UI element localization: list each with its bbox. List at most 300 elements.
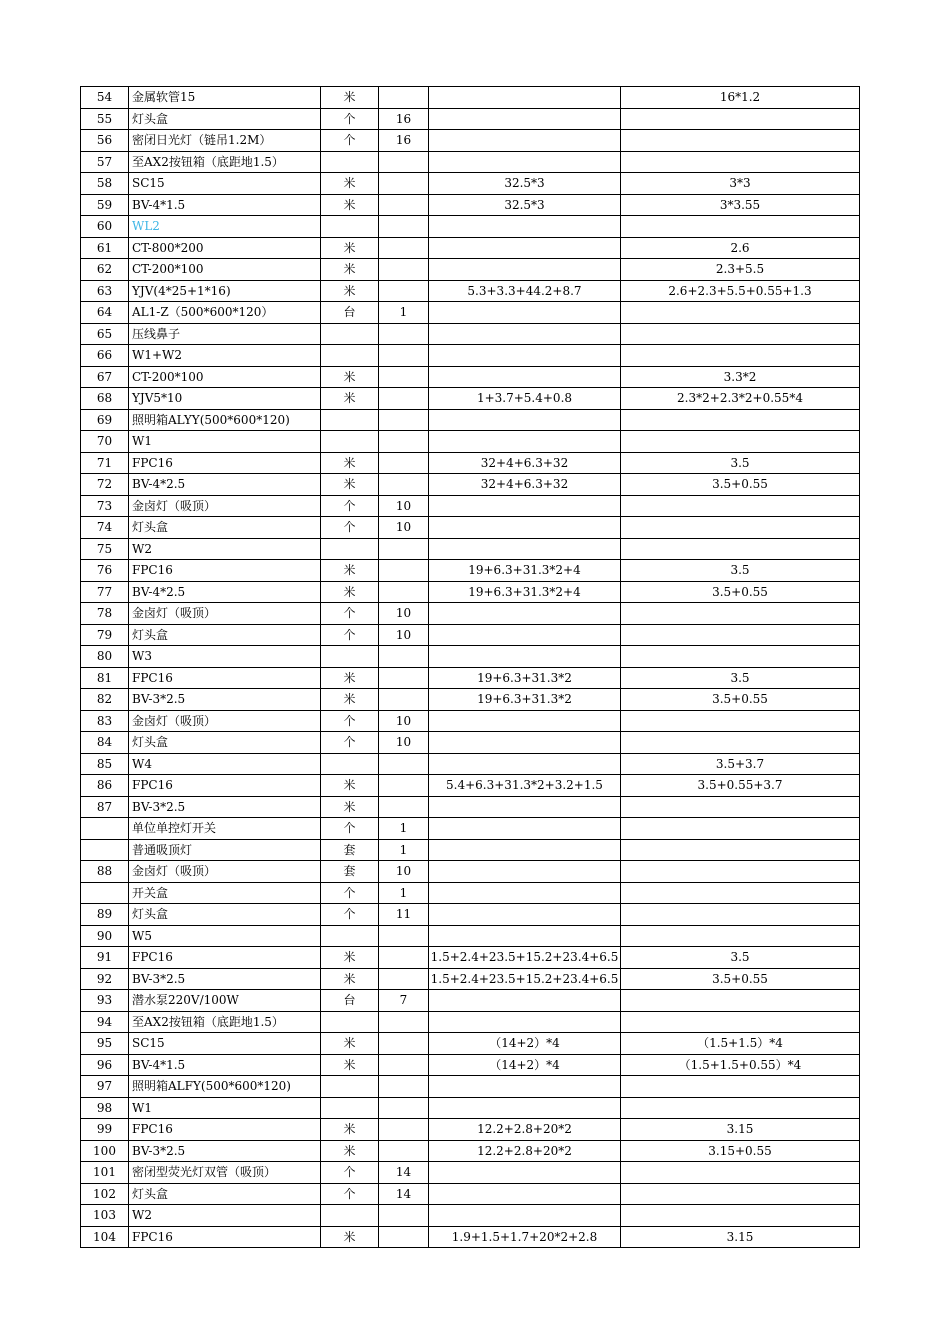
unit-cell[interactable]: 套 (321, 861, 379, 883)
quantity-cell[interactable] (379, 560, 429, 582)
unit-cell[interactable]: 米 (321, 1140, 379, 1162)
unit-cell[interactable]: 米 (321, 947, 379, 969)
quantity-cell[interactable] (379, 1205, 429, 1227)
quantity-cell[interactable] (379, 1011, 429, 1033)
row-number-cell[interactable]: 68 (81, 388, 129, 410)
row-number-cell[interactable]: 100 (81, 1140, 129, 1162)
row-number-cell[interactable]: 57 (81, 151, 129, 173)
quantity-cell[interactable] (379, 646, 429, 668)
row-number-cell[interactable]: 56 (81, 130, 129, 152)
unit-cell[interactable]: 个 (321, 624, 379, 646)
unit-cell[interactable]: 米 (321, 1226, 379, 1248)
quantity-cell[interactable] (379, 323, 429, 345)
quantity-cell[interactable] (379, 1097, 429, 1119)
unit-cell[interactable]: 米 (321, 388, 379, 410)
quantity-cell[interactable] (379, 1119, 429, 1141)
quantity-cell[interactable] (379, 775, 429, 797)
unit-cell[interactable] (321, 151, 379, 173)
length-formula-cell[interactable] (429, 538, 621, 560)
row-number-cell[interactable]: 69 (81, 409, 129, 431)
item-name-cell[interactable]: BV-3*2.5 (129, 1140, 321, 1162)
row-number-cell[interactable]: 78 (81, 603, 129, 625)
vertical-formula-cell[interactable] (621, 495, 860, 517)
unit-cell[interactable] (321, 323, 379, 345)
unit-cell[interactable]: 个 (321, 1183, 379, 1205)
quantity-cell[interactable] (379, 194, 429, 216)
quantity-cell[interactable] (379, 1054, 429, 1076)
item-name-cell[interactable]: 至AX2按钮箱（底距地1.5） (129, 151, 321, 173)
quantity-cell[interactable] (379, 667, 429, 689)
quantity-cell[interactable] (379, 1076, 429, 1098)
item-name-cell[interactable]: W4 (129, 753, 321, 775)
unit-cell[interactable]: 台 (321, 990, 379, 1012)
length-formula-cell[interactable]: 32+4+6.3+32 (429, 452, 621, 474)
row-number-cell[interactable]: 85 (81, 753, 129, 775)
unit-cell[interactable] (321, 345, 379, 367)
vertical-formula-cell[interactable]: 2.3*2+2.3*2+0.55*4 (621, 388, 860, 410)
item-name-cell[interactable]: BV-3*2.5 (129, 796, 321, 818)
row-number-cell[interactable]: 65 (81, 323, 129, 345)
item-name-cell[interactable]: 灯头盒 (129, 624, 321, 646)
item-name-cell[interactable]: W1 (129, 1097, 321, 1119)
quantity-cell[interactable]: 1 (379, 818, 429, 840)
row-number-cell[interactable]: 102 (81, 1183, 129, 1205)
row-number-cell[interactable]: 89 (81, 904, 129, 926)
item-name-cell[interactable]: FPC16 (129, 775, 321, 797)
row-number-cell[interactable]: 101 (81, 1162, 129, 1184)
length-formula-cell[interactable] (429, 237, 621, 259)
vertical-formula-cell[interactable]: 16*1.2 (621, 87, 860, 109)
quantity-cell[interactable] (379, 431, 429, 453)
length-formula-cell[interactable]: 19+6.3+31.3*2+4 (429, 560, 621, 582)
vertical-formula-cell[interactable]: 2.6 (621, 237, 860, 259)
length-formula-cell[interactable] (429, 882, 621, 904)
vertical-formula-cell[interactable] (621, 302, 860, 324)
row-number-cell[interactable]: 97 (81, 1076, 129, 1098)
length-formula-cell[interactable]: （14+2）*4 (429, 1054, 621, 1076)
length-formula-cell[interactable]: 19+6.3+31.3*2 (429, 689, 621, 711)
unit-cell[interactable]: 套 (321, 839, 379, 861)
row-number-cell[interactable]: 58 (81, 173, 129, 195)
quantity-cell[interactable] (379, 216, 429, 238)
row-number-cell[interactable]: 103 (81, 1205, 129, 1227)
row-number-cell[interactable]: 70 (81, 431, 129, 453)
item-name-cell[interactable]: 金卤灯（吸顶） (129, 710, 321, 732)
unit-cell[interactable]: 个 (321, 1162, 379, 1184)
quantity-cell[interactable]: 1 (379, 839, 429, 861)
length-formula-cell[interactable]: 1.5+2.4+23.5+15.2+23.4+6.5 (429, 947, 621, 969)
item-name-cell[interactable]: BV-3*2.5 (129, 689, 321, 711)
unit-cell[interactable]: 个 (321, 130, 379, 152)
vertical-formula-cell[interactable] (621, 796, 860, 818)
length-formula-cell[interactable] (429, 495, 621, 517)
length-formula-cell[interactable]: 12.2+2.8+20*2 (429, 1140, 621, 1162)
length-formula-cell[interactable] (429, 366, 621, 388)
length-formula-cell[interactable] (429, 1011, 621, 1033)
item-name-cell[interactable]: 灯头盒 (129, 517, 321, 539)
row-number-cell[interactable]: 75 (81, 538, 129, 560)
unit-cell[interactable] (321, 1097, 379, 1119)
unit-cell[interactable] (321, 216, 379, 238)
item-name-cell[interactable]: 金卤灯（吸顶） (129, 603, 321, 625)
length-formula-cell[interactable] (429, 1183, 621, 1205)
item-name-cell[interactable]: 灯头盒 (129, 732, 321, 754)
vertical-formula-cell[interactable]: （1.5+1.5+0.55）*4 (621, 1054, 860, 1076)
row-number-cell[interactable]: 74 (81, 517, 129, 539)
item-name-cell[interactable]: BV-3*2.5 (129, 968, 321, 990)
vertical-formula-cell[interactable] (621, 603, 860, 625)
length-formula-cell[interactable] (429, 409, 621, 431)
unit-cell[interactable]: 个 (321, 732, 379, 754)
item-name-cell[interactable]: W2 (129, 1205, 321, 1227)
quantity-cell[interactable] (379, 280, 429, 302)
vertical-formula-cell[interactable]: 3.5 (621, 667, 860, 689)
quantity-cell[interactable] (379, 753, 429, 775)
vertical-formula-cell[interactable] (621, 1011, 860, 1033)
unit-cell[interactable]: 米 (321, 1033, 379, 1055)
length-formula-cell[interactable] (429, 259, 621, 281)
vertical-formula-cell[interactable] (621, 216, 860, 238)
item-name-cell[interactable]: 单位单控灯开关 (129, 818, 321, 840)
quantity-cell[interactable]: 1 (379, 882, 429, 904)
length-formula-cell[interactable] (429, 753, 621, 775)
quantity-cell[interactable] (379, 925, 429, 947)
length-formula-cell[interactable] (429, 796, 621, 818)
length-formula-cell[interactable] (429, 904, 621, 926)
item-name-cell[interactable]: 至AX2按钮箱（底距地1.5） (129, 1011, 321, 1033)
vertical-formula-cell[interactable]: 3.3*2 (621, 366, 860, 388)
item-name-cell[interactable]: W5 (129, 925, 321, 947)
length-formula-cell[interactable]: 1.9+1.5+1.7+20*2+2.8 (429, 1226, 621, 1248)
quantity-cell[interactable]: 7 (379, 990, 429, 1012)
vertical-formula-cell[interactable] (621, 323, 860, 345)
quantity-cell[interactable] (379, 474, 429, 496)
quantity-cell[interactable] (379, 947, 429, 969)
row-number-cell[interactable]: 71 (81, 452, 129, 474)
quantity-cell[interactable]: 16 (379, 108, 429, 130)
vertical-formula-cell[interactable]: 3.5+0.55 (621, 474, 860, 496)
quantity-cell[interactable] (379, 259, 429, 281)
row-number-cell[interactable]: 104 (81, 1226, 129, 1248)
quantity-cell[interactable] (379, 538, 429, 560)
unit-cell[interactable]: 米 (321, 667, 379, 689)
unit-cell[interactable]: 米 (321, 259, 379, 281)
row-number-cell[interactable]: 87 (81, 796, 129, 818)
vertical-formula-cell[interactable]: 3*3 (621, 173, 860, 195)
row-number-cell[interactable]: 82 (81, 689, 129, 711)
unit-cell[interactable]: 个 (321, 603, 379, 625)
length-formula-cell[interactable]: 32.5*3 (429, 173, 621, 195)
length-formula-cell[interactable] (429, 990, 621, 1012)
item-name-cell[interactable]: BV-4*2.5 (129, 474, 321, 496)
length-formula-cell[interactable]: 19+6.3+31.3*2 (429, 667, 621, 689)
quantity-cell[interactable] (379, 796, 429, 818)
row-number-cell[interactable]: 93 (81, 990, 129, 1012)
row-number-cell[interactable]: 84 (81, 732, 129, 754)
vertical-formula-cell[interactable]: 3*3.55 (621, 194, 860, 216)
length-formula-cell[interactable] (429, 732, 621, 754)
vertical-formula-cell[interactable] (621, 1183, 860, 1205)
vertical-formula-cell[interactable] (621, 1097, 860, 1119)
item-name-cell[interactable]: W1+W2 (129, 345, 321, 367)
length-formula-cell[interactable] (429, 603, 621, 625)
length-formula-cell[interactable] (429, 302, 621, 324)
item-name-cell[interactable]: 照明箱ALFY(500*600*120) (129, 1076, 321, 1098)
vertical-formula-cell[interactable] (621, 1076, 860, 1098)
row-number-cell[interactable]: 61 (81, 237, 129, 259)
length-formula-cell[interactable]: （14+2）*4 (429, 1033, 621, 1055)
length-formula-cell[interactable]: 19+6.3+31.3*2+4 (429, 581, 621, 603)
row-number-cell[interactable]: 63 (81, 280, 129, 302)
row-number-cell[interactable]: 88 (81, 861, 129, 883)
unit-cell[interactable]: 个 (321, 904, 379, 926)
length-formula-cell[interactable] (429, 87, 621, 109)
length-formula-cell[interactable] (429, 818, 621, 840)
quantity-cell[interactable] (379, 968, 429, 990)
vertical-formula-cell[interactable] (621, 431, 860, 453)
item-name-cell[interactable]: 压线鼻子 (129, 323, 321, 345)
unit-cell[interactable] (321, 925, 379, 947)
item-name-cell[interactable]: BV-4*2.5 (129, 581, 321, 603)
vertical-formula-cell[interactable]: 3.15 (621, 1119, 860, 1141)
length-formula-cell[interactable] (429, 646, 621, 668)
vertical-formula-cell[interactable] (621, 151, 860, 173)
item-name-cell[interactable]: YJV5*10 (129, 388, 321, 410)
unit-cell[interactable]: 台 (321, 302, 379, 324)
quantity-cell[interactable]: 10 (379, 495, 429, 517)
item-name-cell[interactable]: CT-200*100 (129, 259, 321, 281)
length-formula-cell[interactable] (429, 323, 621, 345)
row-number-cell[interactable]: 96 (81, 1054, 129, 1076)
row-number-cell[interactable]: 91 (81, 947, 129, 969)
unit-cell[interactable]: 米 (321, 366, 379, 388)
unit-cell[interactable]: 个 (321, 517, 379, 539)
quantity-cell[interactable] (379, 452, 429, 474)
row-number-cell[interactable]: 76 (81, 560, 129, 582)
vertical-formula-cell[interactable] (621, 925, 860, 947)
item-name-cell[interactable]: SC15 (129, 173, 321, 195)
item-name-cell[interactable]: 灯头盒 (129, 1183, 321, 1205)
item-name-cell[interactable]: W1 (129, 431, 321, 453)
vertical-formula-cell[interactable]: 3.15 (621, 1226, 860, 1248)
length-formula-cell[interactable] (429, 151, 621, 173)
item-name-cell[interactable]: 照明箱ALYY(500*600*120) (129, 409, 321, 431)
item-name-cell[interactable]: YJV(4*25+1*16) (129, 280, 321, 302)
unit-cell[interactable]: 米 (321, 237, 379, 259)
quantity-cell[interactable] (379, 1033, 429, 1055)
item-name-cell[interactable]: FPC16 (129, 452, 321, 474)
length-formula-cell[interactable] (429, 710, 621, 732)
quantity-cell[interactable]: 14 (379, 1162, 429, 1184)
length-formula-cell[interactable]: 32+4+6.3+32 (429, 474, 621, 496)
unit-cell[interactable]: 米 (321, 581, 379, 603)
vertical-formula-cell[interactable] (621, 818, 860, 840)
item-name-cell[interactable]: 金属软管15 (129, 87, 321, 109)
length-formula-cell[interactable] (429, 925, 621, 947)
quantity-cell[interactable]: 10 (379, 624, 429, 646)
item-name-cell[interactable]: FPC16 (129, 1226, 321, 1248)
vertical-formula-cell[interactable] (621, 904, 860, 926)
row-number-cell[interactable]: 99 (81, 1119, 129, 1141)
row-number-cell[interactable]: 62 (81, 259, 129, 281)
quantity-cell[interactable] (379, 237, 429, 259)
unit-cell[interactable] (321, 431, 379, 453)
quantity-cell[interactable] (379, 87, 429, 109)
unit-cell[interactable]: 米 (321, 452, 379, 474)
vertical-formula-cell[interactable]: 3.5+0.55 (621, 968, 860, 990)
item-name-cell[interactable]: 灯头盒 (129, 108, 321, 130)
quantity-cell[interactable] (379, 1226, 429, 1248)
vertical-formula-cell[interactable] (621, 345, 860, 367)
item-name-cell[interactable]: SC15 (129, 1033, 321, 1055)
row-number-cell[interactable]: 60 (81, 216, 129, 238)
vertical-formula-cell[interactable] (621, 710, 860, 732)
unit-cell[interactable]: 米 (321, 560, 379, 582)
row-number-cell[interactable]: 92 (81, 968, 129, 990)
quantity-cell[interactable] (379, 581, 429, 603)
vertical-formula-cell[interactable]: 3.5+3.7 (621, 753, 860, 775)
row-number-cell[interactable] (81, 882, 129, 904)
unit-cell[interactable]: 米 (321, 87, 379, 109)
unit-cell[interactable] (321, 1205, 379, 1227)
item-name-cell[interactable]: 普通吸顶灯 (129, 839, 321, 861)
vertical-formula-cell[interactable]: 3.5+0.55 (621, 689, 860, 711)
row-number-cell[interactable]: 95 (81, 1033, 129, 1055)
length-formula-cell[interactable] (429, 216, 621, 238)
length-formula-cell[interactable]: 1+3.7+5.4+0.8 (429, 388, 621, 410)
unit-cell[interactable]: 个 (321, 495, 379, 517)
row-number-cell[interactable]: 80 (81, 646, 129, 668)
row-number-cell[interactable]: 83 (81, 710, 129, 732)
quantity-cell[interactable] (379, 151, 429, 173)
vertical-formula-cell[interactable]: 2.6+2.3+5.5+0.55+1.3 (621, 280, 860, 302)
length-formula-cell[interactable] (429, 130, 621, 152)
vertical-formula-cell[interactable] (621, 882, 860, 904)
quantity-cell[interactable]: 10 (379, 732, 429, 754)
item-name-cell[interactable]: FPC16 (129, 667, 321, 689)
row-number-cell[interactable]: 64 (81, 302, 129, 324)
unit-cell[interactable] (321, 1076, 379, 1098)
vertical-formula-cell[interactable] (621, 732, 860, 754)
length-formula-cell[interactable]: 1.5+2.4+23.5+15.2+23.4+6.5 (429, 968, 621, 990)
row-number-cell[interactable]: 55 (81, 108, 129, 130)
unit-cell[interactable]: 个 (321, 108, 379, 130)
row-number-cell[interactable]: 94 (81, 1011, 129, 1033)
vertical-formula-cell[interactable]: 3.5 (621, 452, 860, 474)
quantity-cell[interactable] (379, 173, 429, 195)
vertical-formula-cell[interactable]: 3.5 (621, 947, 860, 969)
item-name-cell[interactable]: 灯头盒 (129, 904, 321, 926)
vertical-formula-cell[interactable] (621, 990, 860, 1012)
unit-cell[interactable]: 个 (321, 710, 379, 732)
vertical-formula-cell[interactable] (621, 839, 860, 861)
row-number-cell[interactable] (81, 839, 129, 861)
row-number-cell[interactable] (81, 818, 129, 840)
unit-cell[interactable]: 米 (321, 1119, 379, 1141)
item-name-cell[interactable]: 开关盒 (129, 882, 321, 904)
length-formula-cell[interactable]: 32.5*3 (429, 194, 621, 216)
unit-cell[interactable]: 米 (321, 194, 379, 216)
quantity-cell[interactable]: 10 (379, 517, 429, 539)
row-number-cell[interactable]: 90 (81, 925, 129, 947)
vertical-formula-cell[interactable]: 3.5 (621, 560, 860, 582)
unit-cell[interactable]: 米 (321, 796, 379, 818)
quantity-cell[interactable] (379, 345, 429, 367)
quantity-cell[interactable]: 10 (379, 710, 429, 732)
quantity-cell[interactable] (379, 689, 429, 711)
vertical-formula-cell[interactable] (621, 624, 860, 646)
item-name-cell[interactable]: W2 (129, 538, 321, 560)
vertical-formula-cell[interactable] (621, 409, 860, 431)
item-name-cell[interactable]: 金卤灯（吸顶） (129, 495, 321, 517)
unit-cell[interactable]: 米 (321, 775, 379, 797)
vertical-formula-cell[interactable] (621, 130, 860, 152)
vertical-formula-cell[interactable] (621, 108, 860, 130)
quantity-cell[interactable]: 16 (379, 130, 429, 152)
unit-cell[interactable]: 米 (321, 1054, 379, 1076)
row-number-cell[interactable]: 67 (81, 366, 129, 388)
unit-cell[interactable]: 个 (321, 882, 379, 904)
length-formula-cell[interactable] (429, 1076, 621, 1098)
length-formula-cell[interactable]: 5.4+6.3+31.3*2+3.2+1.5 (429, 775, 621, 797)
row-number-cell[interactable]: 77 (81, 581, 129, 603)
quantity-cell[interactable] (379, 366, 429, 388)
unit-cell[interactable]: 米 (321, 474, 379, 496)
quantity-cell[interactable] (379, 409, 429, 431)
unit-cell[interactable]: 米 (321, 689, 379, 711)
item-name-cell[interactable]: 密闭日光灯（链吊1.2M） (129, 130, 321, 152)
row-number-cell[interactable]: 59 (81, 194, 129, 216)
vertical-formula-cell[interactable] (621, 538, 860, 560)
length-formula-cell[interactable] (429, 624, 621, 646)
vertical-formula-cell[interactable]: 3.5+0.55 (621, 581, 860, 603)
length-formula-cell[interactable] (429, 431, 621, 453)
quantity-cell[interactable]: 11 (379, 904, 429, 926)
unit-cell[interactable]: 米 (321, 280, 379, 302)
length-formula-cell[interactable] (429, 839, 621, 861)
length-formula-cell[interactable] (429, 517, 621, 539)
quantity-cell[interactable]: 10 (379, 603, 429, 625)
vertical-formula-cell[interactable] (621, 1162, 860, 1184)
unit-cell[interactable]: 米 (321, 173, 379, 195)
vertical-formula-cell[interactable] (621, 861, 860, 883)
row-number-cell[interactable]: 72 (81, 474, 129, 496)
quantity-cell[interactable]: 10 (379, 861, 429, 883)
vertical-formula-cell[interactable]: 3.5+0.55+3.7 (621, 775, 860, 797)
length-formula-cell[interactable] (429, 861, 621, 883)
row-number-cell[interactable]: 81 (81, 667, 129, 689)
quantity-cell[interactable] (379, 1140, 429, 1162)
quantity-cell[interactable]: 1 (379, 302, 429, 324)
item-name-cell[interactable]: CT-200*100 (129, 366, 321, 388)
unit-cell[interactable] (321, 409, 379, 431)
item-name-cell[interactable]: FPC16 (129, 947, 321, 969)
vertical-formula-cell[interactable] (621, 646, 860, 668)
quantity-cell[interactable] (379, 388, 429, 410)
item-name-cell[interactable]: AL1-Z（500*600*120） (129, 302, 321, 324)
length-formula-cell[interactable] (429, 108, 621, 130)
row-number-cell[interactable]: 79 (81, 624, 129, 646)
unit-cell[interactable] (321, 646, 379, 668)
vertical-formula-cell[interactable] (621, 517, 860, 539)
length-formula-cell[interactable] (429, 1097, 621, 1119)
item-name-cell[interactable]: BV-4*1.5 (129, 1054, 321, 1076)
unit-cell[interactable] (321, 753, 379, 775)
length-formula-cell[interactable] (429, 1205, 621, 1227)
item-name-cell[interactable]: FPC16 (129, 1119, 321, 1141)
item-name-cell[interactable]: BV-4*1.5 (129, 194, 321, 216)
row-number-cell[interactable]: 73 (81, 495, 129, 517)
